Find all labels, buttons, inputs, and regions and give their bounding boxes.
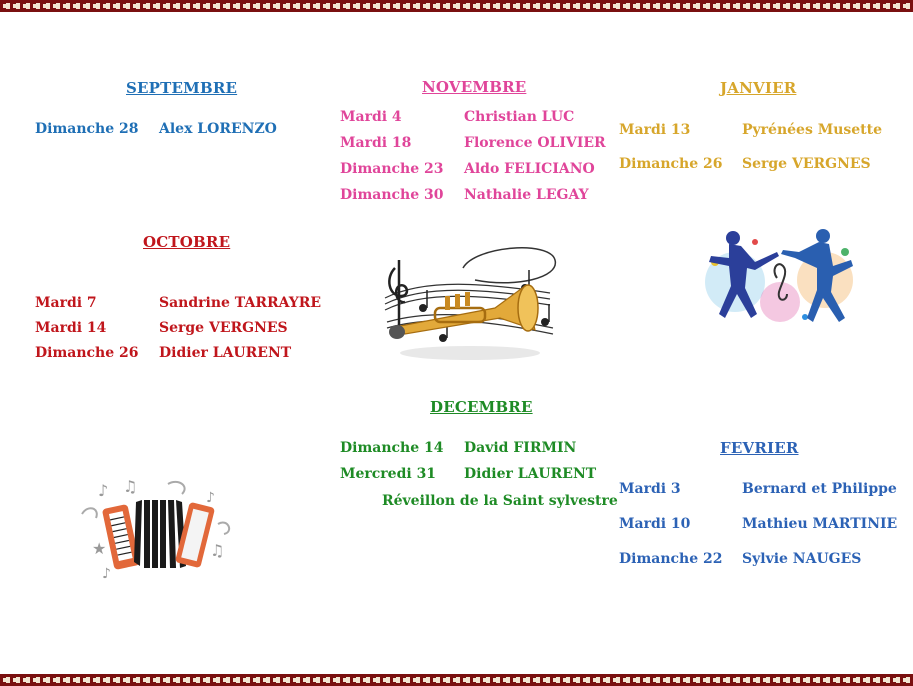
month-title-janvier: JANVIER [720,79,797,97]
event-day: Mardi 18 [340,135,412,151]
event-day: Dimanche 23 [340,161,444,177]
event-day: Mardi 3 [619,481,681,497]
decorative-border-top [0,0,913,12]
event-day: Mardi 10 [619,516,691,532]
event-day: Mardi 7 [35,295,97,311]
event-note: Réveillon de la Saint sylvestre [382,493,618,509]
event-day: Dimanche 26 [619,156,723,172]
event-artist: Sandrine TARRAYRE [159,295,322,311]
event-day: Dimanche 14 [340,440,444,456]
event-day: Mardi 13 [619,122,691,138]
event-artist: Christian LUC [464,109,575,125]
event-artist: Florence OLIVIER [464,135,606,151]
event-artist: Didier LAURENT [464,466,597,482]
event-artist: Bernard et Philippe [742,481,897,497]
event-artist: Nathalie LEGAY [464,187,589,203]
trumpet-music-notes-icon [375,238,565,363]
dancing-couple-icon [695,222,865,334]
event-day: Dimanche 26 [35,345,139,361]
decorative-border-bottom [0,674,913,686]
event-artist: Sylvie NAUGES [742,551,862,567]
month-title-novembre: NOVEMBRE [422,78,527,96]
event-artist: Serge VERGNES [742,156,871,172]
svg-text:♪: ♪ [98,481,109,500]
svg-text:♫: ♫ [123,477,138,496]
month-title-fevrier: FEVRIER [720,439,799,457]
svg-text:★: ★ [92,539,107,558]
svg-text:♪: ♪ [102,566,111,582]
event-day: Mardi 14 [35,320,107,336]
event-artist: Mathieu MARTINIE [742,516,898,532]
event-day: Mercredi 31 [340,466,437,482]
event-day: Mardi 4 [340,109,402,125]
event-artist: Serge VERGNES [159,320,288,336]
event-day: Dimanche 22 [619,551,723,567]
svg-text:♪: ♪ [206,490,215,506]
month-title-decembre: DECEMBRE [430,398,533,416]
month-title-septembre: SEPTEMBRE [126,79,238,97]
event-artist: Pyrénées Musette [742,122,882,138]
event-artist: Didier LAURENT [159,345,292,361]
event-day: Dimanche 28 [35,121,139,137]
event-artist: David FIRMIN [464,440,577,456]
svg-text:♫: ♫ [210,541,225,560]
event-artist: Alex LORENZO [159,121,277,137]
accordion-icon [78,474,236,589]
event-artist: Aldo FELICIANO [464,161,595,177]
event-day: Dimanche 30 [340,187,444,203]
month-title-octobre: OCTOBRE [143,233,231,251]
